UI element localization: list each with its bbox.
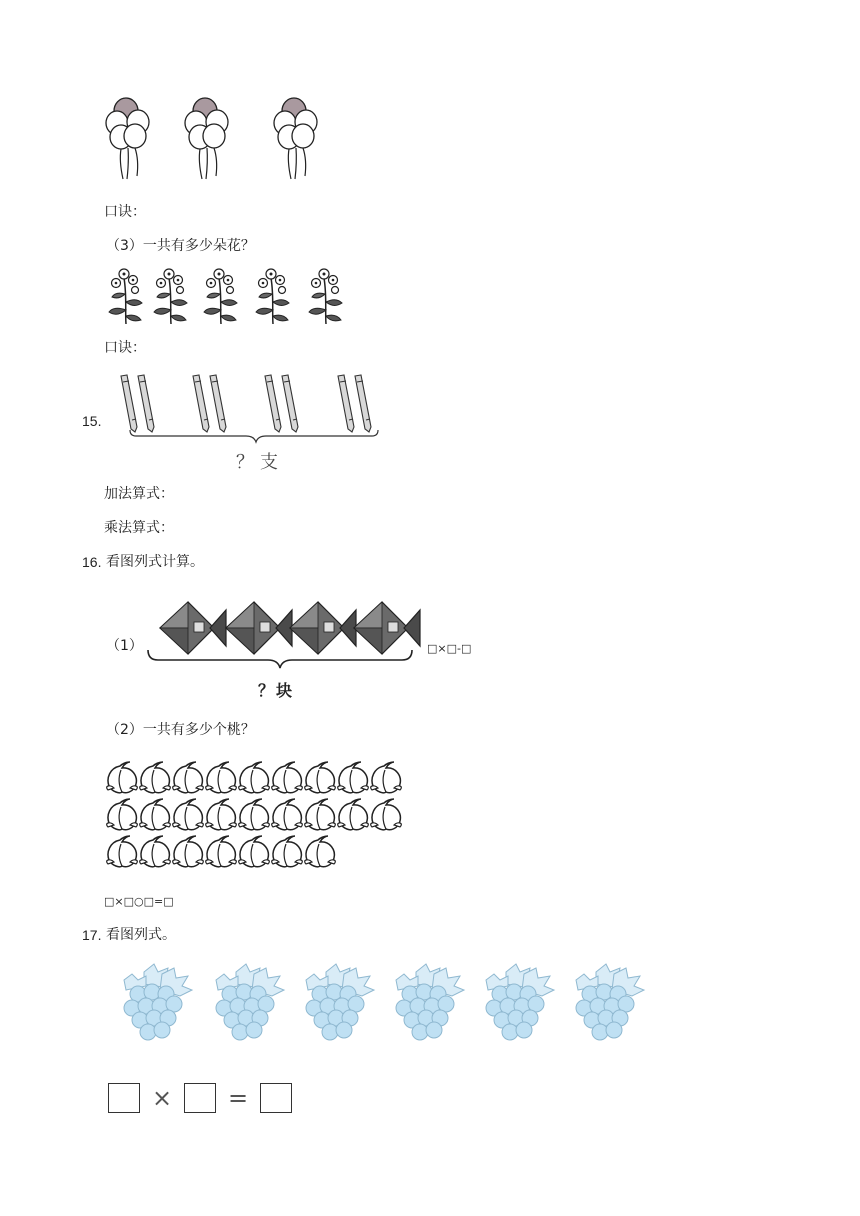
peach-icon	[206, 836, 237, 867]
peach-icon	[173, 762, 204, 793]
balloons-koujue-label: 口诀：	[104, 204, 146, 220]
peach-icon	[239, 799, 270, 830]
peach-icon	[140, 836, 171, 867]
peach-icon	[107, 836, 138, 867]
grape-bunch-icon	[576, 964, 644, 1040]
balloon-bunch-group	[100, 92, 340, 184]
sub3-question: （3）一共有多少朵花？	[106, 238, 255, 254]
peach-icon	[107, 762, 138, 793]
peach-icon	[140, 799, 171, 830]
question-16-number: 16.	[82, 554, 102, 570]
peach-icon	[107, 799, 138, 830]
multiplication-label: 乘法算式：	[104, 520, 174, 536]
question-15-number: 15.	[82, 413, 102, 429]
answer-box-3[interactable]	[260, 1083, 292, 1113]
flower-group	[104, 266, 354, 326]
grape-bunch-icon	[216, 964, 284, 1040]
flowers-koujue-label: 口诀：	[104, 340, 146, 356]
peach-icon	[305, 762, 336, 793]
sub1-formula: □×□-□	[427, 642, 472, 655]
peach-icon	[272, 762, 303, 793]
addition-label: 加法算式：	[104, 486, 174, 502]
peach-icon	[173, 836, 204, 867]
pens-figure	[118, 372, 380, 444]
peach-icon	[206, 762, 237, 793]
peach-icon	[338, 762, 369, 793]
sub2-formula: □×□○□=□	[104, 895, 174, 908]
peach-icon	[140, 762, 171, 793]
grape-bunch-icon	[306, 964, 374, 1040]
peach-icon	[206, 799, 237, 830]
fish-brace-label: ？块	[258, 681, 295, 700]
question-17-title: 看图列式。	[106, 927, 176, 943]
peach-icon	[371, 762, 402, 793]
times-sign: ×	[151, 1084, 173, 1112]
peach-icon	[338, 799, 369, 830]
peach-icon	[239, 836, 270, 867]
pens-brace-label: ？支	[236, 452, 284, 473]
peach-icon	[239, 762, 270, 793]
equals-sign: =	[227, 1084, 249, 1112]
balloon-bunch	[185, 98, 228, 179]
balloon-bunch	[106, 98, 149, 179]
grape-bunch-icon	[396, 964, 464, 1040]
grape-bunch-icon	[124, 964, 192, 1040]
peach-icon	[272, 836, 303, 867]
peach-icon	[305, 836, 336, 867]
sub2-question: （2）一共有多少个桃？	[106, 722, 255, 738]
answer-box-2[interactable]	[184, 1083, 216, 1113]
answer-box-1[interactable]	[108, 1083, 140, 1113]
fish-figure	[142, 596, 432, 688]
peach-icon	[173, 799, 204, 830]
peach-grid	[104, 760, 404, 872]
peach-icon	[305, 799, 336, 830]
peach-icon	[371, 799, 402, 830]
sub1-label: （1）	[106, 638, 143, 654]
grape-row	[116, 962, 666, 1048]
question-16-title: 看图列式计算。	[106, 554, 204, 570]
grape-bunch-icon	[486, 964, 554, 1040]
peach-icon	[272, 799, 303, 830]
multiplication-equation	[108, 1083, 292, 1113]
question-17-number: 17.	[82, 927, 102, 943]
balloon-bunch	[274, 98, 317, 179]
